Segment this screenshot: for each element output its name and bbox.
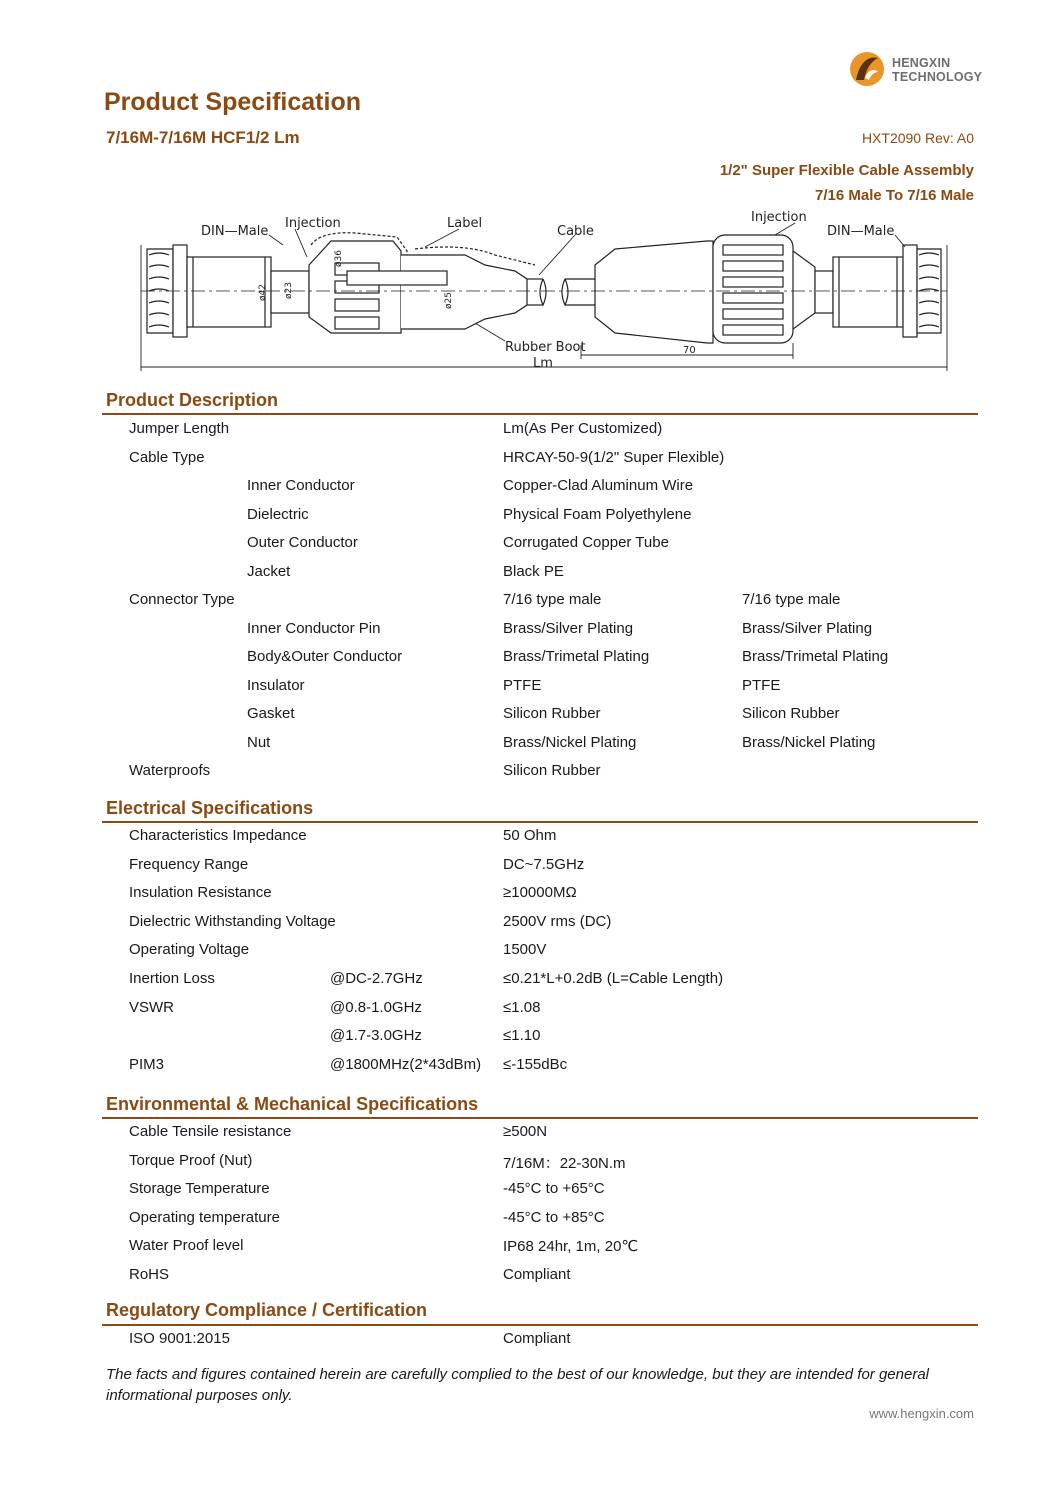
row-label: Water Proof level [129, 1237, 244, 1255]
row-value-2: Brass/Trimetal Plating [742, 648, 889, 665]
row-value: 2500V rms (DC) [503, 912, 612, 930]
table-row [0, 1123, 1060, 1149]
table-row [0, 827, 1060, 853]
row-value: -45°C to +65°C [503, 1180, 605, 1198]
row-sublabel: Dielectric [247, 505, 309, 523]
row-value: Compliant [503, 1266, 571, 1283]
label-injection-left: Injection [285, 216, 341, 231]
row-label: Storage Temperature [129, 1180, 270, 1198]
row-label: Inertion Loss [129, 970, 215, 987]
row-condition: @1800MHz(2*43dBm) [330, 1055, 482, 1073]
row-label: RoHS [129, 1266, 170, 1283]
table-row [0, 884, 1060, 910]
row-condition: @0.8-1.0GHz [330, 998, 422, 1016]
row-value: 7/16 type male [503, 591, 602, 608]
row-value-2: Brass/Nickel Plating [742, 733, 876, 751]
row-label: Dielectric Withstanding Voltage [129, 912, 336, 930]
hengxin-logo-icon [848, 50, 886, 88]
row-value: Brass/Nickel Plating [503, 733, 637, 751]
row-label: PIM3 [129, 1055, 165, 1073]
row-value: Copper-Clad Aluminum Wire [503, 477, 694, 494]
row-value: 1500V [503, 941, 547, 959]
table-row [0, 648, 1060, 674]
label-dim-25: ø25 [444, 292, 454, 309]
table-row [0, 970, 1060, 996]
section-divider [102, 1324, 978, 1326]
row-label: Insulation Resistance [129, 884, 272, 902]
table-row [0, 734, 1060, 760]
row-sublabel: Inner Conductor [247, 477, 355, 494]
row-value: Compliant [503, 1330, 571, 1347]
section-heading-regulatory: Regulatory Compliance / Certification [106, 1300, 428, 1320]
row-sublabel: Gasket [247, 705, 295, 722]
row-value: ≤1.10 [503, 1027, 541, 1045]
section-heading-environmental: Environmental & Mechanical Specifications [106, 1094, 479, 1114]
row-value: Silicon Rubber [503, 762, 601, 779]
table-row [0, 1209, 1060, 1235]
table-row [0, 591, 1060, 617]
company-logo [848, 48, 988, 92]
label-injection-right: Injection [751, 210, 807, 225]
table-row [0, 620, 1060, 646]
row-label: Waterproofs [129, 762, 211, 779]
row-value: ≤1.08 [503, 998, 541, 1016]
row-label: VSWR [129, 998, 174, 1016]
document-number: HXT2090 Rev: A0 [861, 130, 974, 146]
row-label: Jumper Length [129, 420, 230, 437]
table-row [0, 1056, 1060, 1082]
row-label: Cable Tensile resistance [129, 1123, 292, 1140]
row-value: Brass/Silver Plating [503, 619, 634, 637]
label-lm: Lm [533, 356, 553, 371]
table-row [0, 1266, 1060, 1292]
row-label: Operating Voltage [129, 941, 250, 959]
model-number: 7/16M-7/16M HCF1/2 Lm [106, 128, 300, 147]
row-label: Torque Proof (Nut) [129, 1151, 253, 1169]
row-label: Operating temperature [129, 1208, 280, 1226]
row-value: Black PE [503, 562, 564, 580]
logo-text-line2: TECHNOLOGY [892, 70, 983, 84]
table-row [0, 1180, 1060, 1206]
table-row [0, 913, 1060, 939]
right-injection-drawing [595, 235, 815, 343]
row-value: 50 Ohm [503, 827, 557, 844]
table-row [0, 762, 1060, 788]
table-row [0, 449, 1060, 475]
row-label: ISO 9001:2015 [129, 1330, 230, 1347]
row-sublabel: Inner Conductor Pin [247, 619, 381, 637]
row-value: Physical Foam Polyethylene [503, 505, 692, 523]
table-row [0, 1330, 1060, 1356]
section-divider [102, 821, 978, 823]
label-cable: Cable [557, 224, 594, 239]
label-din-male-left: DIN—Male [201, 224, 269, 239]
table-row [0, 420, 1060, 446]
website-link[interactable]: www.hengxin.com [869, 1406, 974, 1421]
row-value-2: PTFE [742, 676, 781, 694]
row-label: Characteristics Impedance [129, 827, 307, 844]
row-value: Silicon Rubber [503, 705, 601, 722]
row-value: -45°C to +85°C [503, 1208, 605, 1226]
table-row [0, 477, 1060, 503]
row-value: ≥10000MΩ [503, 884, 577, 902]
left-injection-drawing [309, 233, 535, 333]
row-value: Lm(As Per Customized) [503, 420, 663, 437]
table-row [0, 563, 1060, 589]
table-row [0, 506, 1060, 532]
section-divider [102, 413, 978, 415]
row-condition: @DC-2.7GHz [330, 970, 423, 987]
row-value: Brass/Trimetal Plating [503, 648, 650, 665]
row-value: HRCAY-50-9(1/2" Super Flexible) [503, 448, 725, 466]
label-din-male-right: DIN—Male [827, 224, 895, 239]
cable-drawing [527, 279, 595, 305]
page-title: Product Specification [104, 88, 361, 116]
row-value: PTFE [503, 676, 542, 694]
cable-assembly-drawing [135, 205, 950, 375]
row-value-2: 7/16 type male [742, 591, 841, 608]
row-sublabel: Jacket [247, 562, 291, 580]
row-sublabel: Outer Conductor [247, 534, 358, 551]
row-value-2: Brass/Silver Plating [742, 619, 873, 637]
table-row [0, 941, 1060, 967]
row-sublabel: Nut [247, 733, 271, 751]
label-dim-23: ø23 [284, 282, 294, 299]
disclaimer-text: The facts and figures contained herein are carefully complied to the best of our knowledge, but they are intended for general informational purposes only. [106, 1366, 930, 1404]
table-row [0, 999, 1060, 1025]
table-row [0, 856, 1060, 882]
table-row [0, 1027, 1060, 1053]
row-label: Frequency Range [129, 855, 249, 873]
row-value: ≤0.21*L+0.2dB (L=Cable Length) [503, 970, 724, 987]
table-row [0, 534, 1060, 560]
subtitle-connectors: 7/16 Male To 7/16 Male [815, 187, 974, 204]
row-label: Cable Type [129, 448, 205, 466]
row-value: ≥500N [503, 1123, 548, 1140]
row-value: Corrugated Copper Tube [503, 534, 669, 551]
label-rubber-boot: Rubber Boot [505, 340, 586, 355]
row-value: DC~7.5GHz [503, 855, 585, 873]
section-heading-electrical: Electrical Specifications [106, 798, 314, 818]
label-dim-42: ø42 [258, 284, 268, 301]
section-heading-product-description: Product Description [106, 390, 279, 410]
table-row [0, 1152, 1060, 1178]
table-row [0, 1237, 1060, 1263]
label-label: Label [447, 216, 483, 231]
row-value: ≤-155dBc [503, 1055, 568, 1073]
row-sublabel: Body&Outer Conductor [247, 648, 403, 665]
row-value: 7/16M：22-30N.m [503, 1154, 626, 1172]
label-dim-70: 70 [683, 345, 696, 356]
row-value: IP68 24hr, 1m, 20℃ [503, 1238, 639, 1256]
table-row [0, 677, 1060, 703]
table-row [0, 705, 1060, 731]
row-value-2: Silicon Rubber [742, 705, 840, 722]
row-label: Connector Type [129, 591, 235, 608]
label-dim-36: ø36 [334, 250, 344, 267]
row-sublabel: Insulator [247, 676, 305, 694]
subtitle-assembly: 1/2" Super Flexible Cable Assembly [719, 162, 974, 179]
row-condition: @1.7-3.0GHz [330, 1027, 422, 1045]
section-divider [102, 1117, 978, 1119]
logo-text-line1: HENGXIN [892, 56, 951, 70]
